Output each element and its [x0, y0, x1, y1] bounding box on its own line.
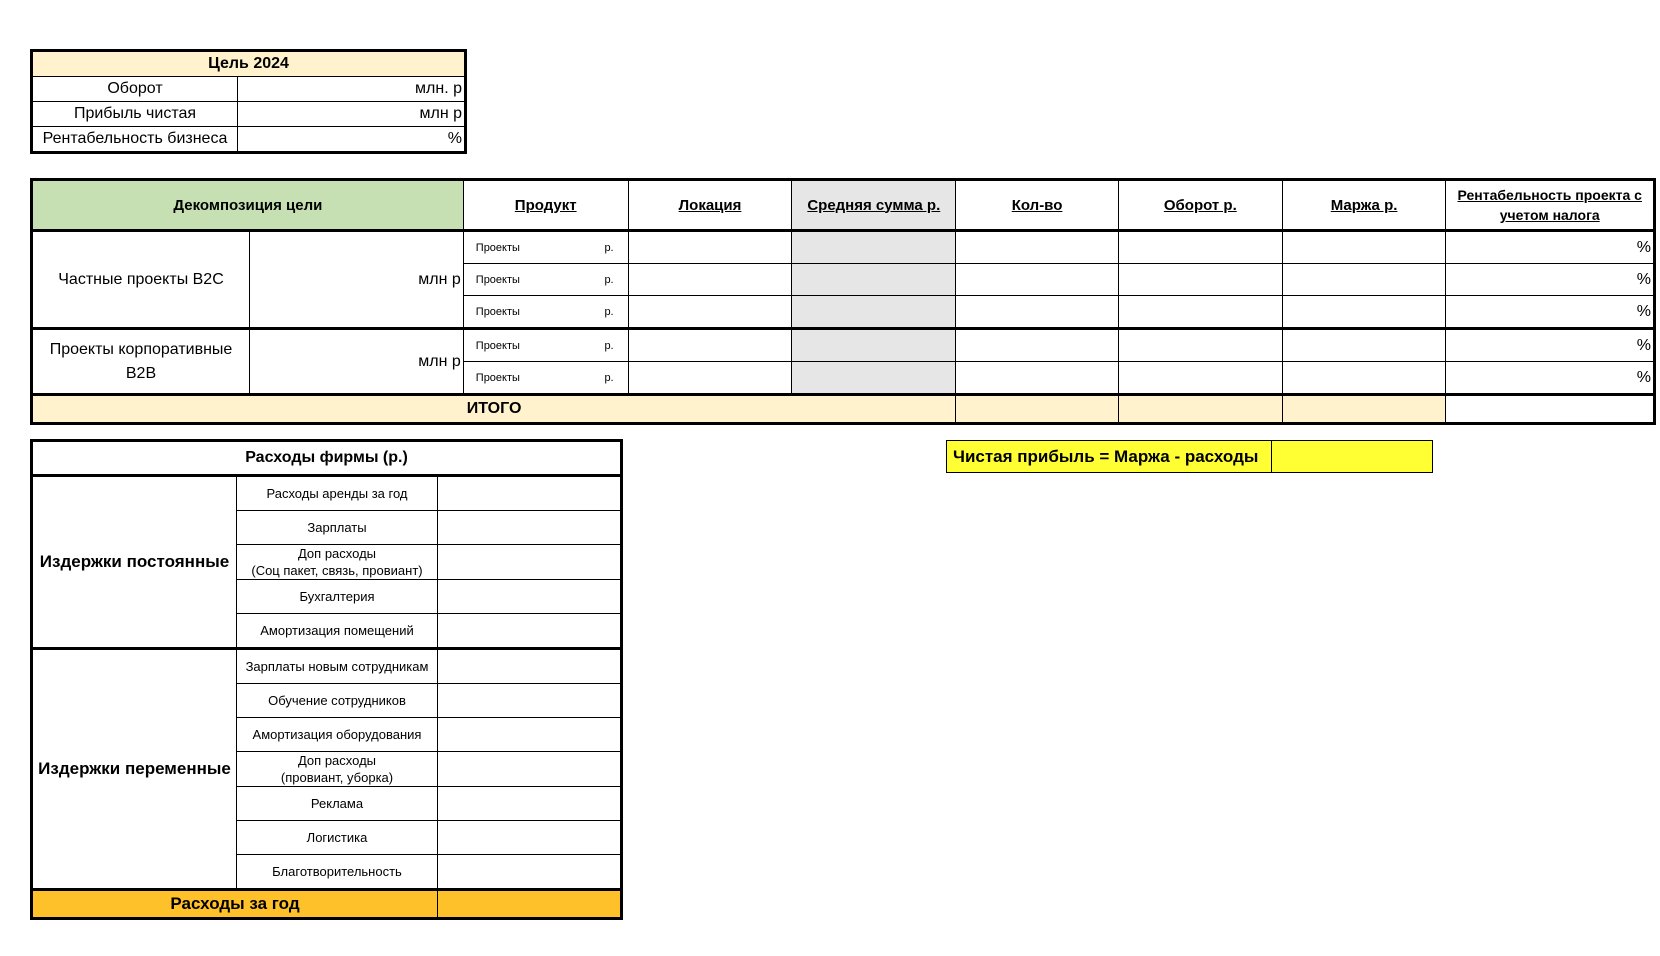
expenses-table: [30, 439, 623, 920]
expense-item-label: Зарплаты новым сотрудникам: [237, 649, 438, 684]
turnover-cell[interactable]: [1118, 329, 1282, 362]
expense-value-cell[interactable]: [438, 545, 622, 580]
expense-value-cell[interactable]: [438, 718, 622, 752]
expense-item-label: Амортизация оборудования: [237, 718, 438, 752]
total-margin[interactable]: [1282, 395, 1446, 424]
goal-label-turnover: Оборот: [32, 77, 238, 102]
expense-value-cell[interactable]: [438, 614, 622, 649]
qty-cell[interactable]: [956, 296, 1119, 329]
location-cell[interactable]: [628, 362, 792, 395]
margin-cell[interactable]: [1282, 362, 1446, 395]
profitability-cell[interactable]: %: [1446, 329, 1655, 362]
avg-sum-cell[interactable]: [792, 264, 956, 296]
expense-item-label: Зарплаты: [237, 511, 438, 545]
profitability-cell[interactable]: %: [1446, 362, 1655, 395]
total-turnover[interactable]: [1118, 395, 1282, 424]
expense-item-label: Бухгалтерия: [237, 580, 438, 614]
expense-item-label: Доп расходы (Соц пакет, связь, провиант): [237, 545, 438, 580]
margin-cell[interactable]: [1282, 329, 1446, 362]
total-profitability[interactable]: [1446, 395, 1655, 424]
margin-cell[interactable]: [1282, 296, 1446, 329]
group-b2b-unit[interactable]: млн р: [250, 329, 464, 395]
product-cell[interactable]: Проекты р.: [463, 264, 628, 296]
expense-value-cell[interactable]: [438, 821, 622, 855]
profitability-cell[interactable]: %: [1446, 264, 1655, 296]
expense-item-label: Обучение сотрудников: [237, 684, 438, 718]
turnover-cell[interactable]: [1118, 362, 1282, 395]
total-label: ИТОГО: [32, 395, 956, 424]
expense-value-cell[interactable]: [438, 787, 622, 821]
qty-cell[interactable]: [956, 231, 1119, 264]
expense-value-cell[interactable]: [438, 476, 622, 511]
profitability-cell[interactable]: %: [1446, 296, 1655, 329]
expense-item-label: Реклама: [237, 787, 438, 821]
location-cell[interactable]: [628, 264, 792, 296]
expenses-total-label: Расходы за год: [32, 890, 438, 919]
expense-value-cell[interactable]: [438, 580, 622, 614]
net-profit-value[interactable]: [1272, 441, 1433, 473]
turnover-cell[interactable]: [1118, 231, 1282, 264]
qty-cell[interactable]: [956, 264, 1119, 296]
avg-sum-cell[interactable]: [792, 362, 956, 395]
group-b2c-name: Частные проекты B2C: [32, 231, 250, 329]
group-b2b-name: Проекты корпоративные B2B: [32, 329, 250, 395]
header-product: Продукт: [463, 180, 628, 231]
header-margin: Маржа р.: [1282, 180, 1446, 231]
goal-title: Цель 2024: [32, 51, 466, 77]
expense-item-label: Доп расходы (провиант, уборка): [237, 752, 438, 787]
expense-value-cell[interactable]: [438, 684, 622, 718]
avg-sum-cell[interactable]: [792, 231, 956, 264]
header-avg-sum: Средняя сумма р.: [792, 180, 956, 231]
location-cell[interactable]: [628, 296, 792, 329]
location-cell[interactable]: [628, 231, 792, 264]
expense-value-cell[interactable]: [438, 855, 622, 890]
product-cell[interactable]: Проекты р.: [463, 296, 628, 329]
expense-item-label: Амортизация помещений: [237, 614, 438, 649]
avg-sum-cell[interactable]: [792, 329, 956, 362]
qty-cell[interactable]: [956, 329, 1119, 362]
net-profit-table: [946, 440, 1433, 473]
margin-cell[interactable]: [1282, 264, 1446, 296]
expense-value-cell[interactable]: [438, 752, 622, 787]
decomposition-title: Декомпозиция цели: [32, 180, 464, 231]
expense-item-label: Расходы аренды за год: [237, 476, 438, 511]
variable-costs-label: Издержки переменные: [32, 649, 237, 890]
group-b2c-unit[interactable]: млн р: [250, 231, 464, 329]
total-qty[interactable]: [956, 395, 1119, 424]
margin-cell[interactable]: [1282, 231, 1446, 264]
turnover-cell[interactable]: [1118, 264, 1282, 296]
header-qty: Кол-во: [956, 180, 1119, 231]
location-cell[interactable]: [628, 329, 792, 362]
header-location: Локация: [628, 180, 792, 231]
decomposition-table: [30, 178, 1656, 425]
header-turnover: Оборот р.: [1118, 180, 1282, 231]
expense-value-cell[interactable]: [438, 649, 622, 684]
product-cell[interactable]: Проекты р.: [463, 329, 628, 362]
product-cell[interactable]: Проекты р.: [463, 231, 628, 264]
avg-sum-cell[interactable]: [792, 296, 956, 329]
goal-input-turnover[interactable]: млн. р: [238, 77, 466, 102]
goal-label-profitability: Рентабельность бизнеса: [32, 127, 238, 153]
qty-cell[interactable]: [956, 362, 1119, 395]
goal-label-profit: Прибыль чистая: [32, 102, 238, 127]
turnover-cell[interactable]: [1118, 296, 1282, 329]
goal-input-profit[interactable]: млн р: [238, 102, 466, 127]
expense-item-label: Логистика: [237, 821, 438, 855]
net-profit-label: Чистая прибыль = Маржа - расходы: [947, 441, 1272, 473]
goal-table: [30, 49, 467, 154]
fixed-costs-label: Издержки постоянные: [32, 476, 237, 649]
expenses-title: Расходы фирмы (р.): [32, 441, 622, 476]
expense-item-label: Благотворительность: [237, 855, 438, 890]
expense-value-cell[interactable]: [438, 511, 622, 545]
expenses-total-value[interactable]: [438, 890, 622, 919]
goal-input-profitability[interactable]: %: [238, 127, 466, 153]
header-profitability: Рентабельность проекта с учетом налога: [1446, 180, 1655, 231]
profitability-cell[interactable]: %: [1446, 231, 1655, 264]
product-cell[interactable]: Проекты р.: [463, 362, 628, 395]
